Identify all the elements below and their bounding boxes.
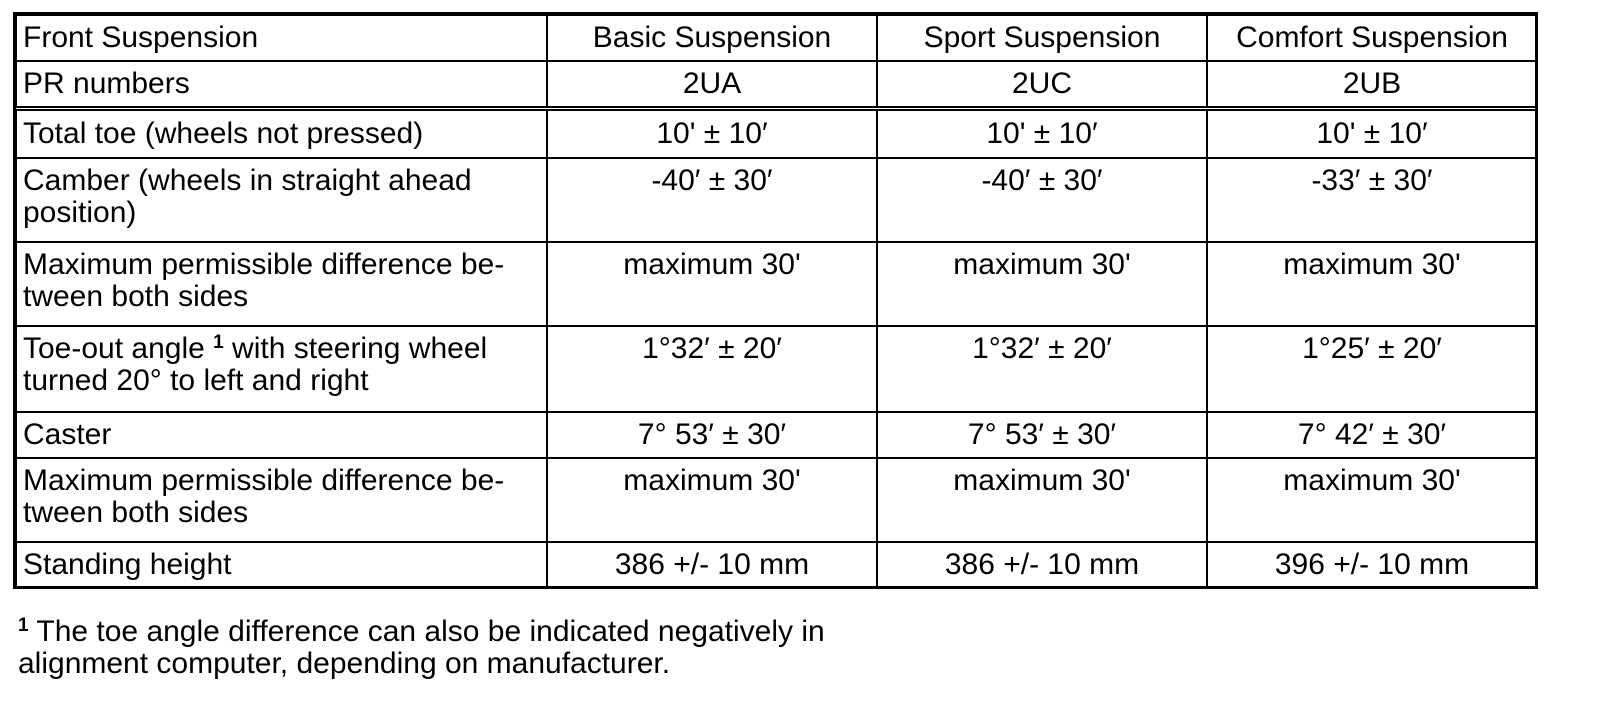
- pr-numbers-row: [16, 61, 1537, 109]
- table-cell: 386 +/- 10 mm: [547, 542, 877, 588]
- table-cell: 7° 53′ ± 30′: [547, 412, 877, 458]
- table-cell: maximum 30': [1207, 458, 1537, 542]
- pr-numbers-label: PR numbers: [16, 61, 547, 109]
- header-comfort-suspension: Comfort Suspension: [1207, 15, 1537, 61]
- label-line: turned 20° to left and right: [23, 364, 369, 397]
- table-cell: 396 +/- 10 mm: [1207, 542, 1537, 588]
- label-line: tween both sides: [23, 496, 249, 529]
- pr-number-comfort: 2UB: [1207, 61, 1537, 109]
- table-cell: maximum 30': [547, 458, 877, 542]
- row-label-standing-height: Standing height: [16, 542, 547, 588]
- footnote-text: The toe angle difference can also be indicated negatively in: [28, 615, 825, 648]
- label-line: Camber (wheels in straight ahead: [23, 164, 472, 197]
- table-row: [16, 109, 1537, 159]
- table-cell: 1°25′ ± 20′: [1207, 326, 1537, 412]
- table-cell: -40′ ± 30′: [547, 158, 877, 242]
- header-basic-suspension: Basic Suspension: [547, 15, 877, 61]
- table-cell: 10' ± 10′: [1207, 109, 1537, 159]
- table-cell: -33′ ± 30′: [1207, 158, 1537, 242]
- table-row: [16, 158, 1537, 242]
- table-cell: -40′ ± 30′: [877, 158, 1207, 242]
- label-line: Maximum permissible difference be-: [23, 464, 505, 497]
- row-label-camber: [16, 158, 547, 242]
- label-line: Maximum permissible difference be-: [23, 248, 505, 281]
- table-cell: maximum 30': [547, 242, 877, 326]
- table-row: [16, 326, 1537, 412]
- footnote: [18, 616, 1018, 680]
- footnote-marker: 1: [18, 615, 29, 636]
- label-line: tween both sides: [23, 280, 249, 313]
- footnote-marker: 1: [213, 332, 224, 353]
- footnote-text: alignment computer, depending on manufacturer.: [18, 647, 671, 680]
- table-cell: 1°32′ ± 20′: [877, 326, 1207, 412]
- table-row: [16, 542, 1537, 588]
- table-cell: 7° 42′ ± 30′: [1207, 412, 1537, 458]
- table-cell: 1°32′ ± 20′: [547, 326, 877, 412]
- header-front-suspension: Front Suspension: [16, 15, 547, 61]
- label-text: Toe-out angle: [23, 332, 214, 365]
- table-row: [16, 242, 1537, 326]
- header-sport-suspension: Sport Suspension: [877, 15, 1207, 61]
- table-cell: 10' ± 10′: [877, 109, 1207, 159]
- table-cell: maximum 30': [877, 458, 1207, 542]
- pr-number-basic: 2UA: [547, 61, 877, 109]
- table-cell: maximum 30': [877, 242, 1207, 326]
- table-row: [16, 412, 1537, 458]
- table-header-row: [16, 15, 1537, 61]
- table-cell: 386 +/- 10 mm: [877, 542, 1207, 588]
- row-label-caster: Caster: [16, 412, 547, 458]
- suspension-spec-table: [15, 14, 1538, 589]
- row-label-max-difference: [16, 458, 547, 542]
- table-row: [16, 458, 1537, 542]
- row-label-toe-out-angle: [16, 326, 547, 412]
- table-cell: 10' ± 10′: [547, 109, 877, 159]
- pr-number-sport: 2UC: [877, 61, 1207, 109]
- table-cell: maximum 30': [1207, 242, 1537, 326]
- label-text: with steering wheel: [223, 332, 488, 365]
- label-line: position): [23, 196, 137, 229]
- row-label-total-toe: Total toe (wheels not pressed): [16, 109, 547, 159]
- table-cell: 7° 53′ ± 30′: [877, 412, 1207, 458]
- row-label-max-difference: [16, 242, 547, 326]
